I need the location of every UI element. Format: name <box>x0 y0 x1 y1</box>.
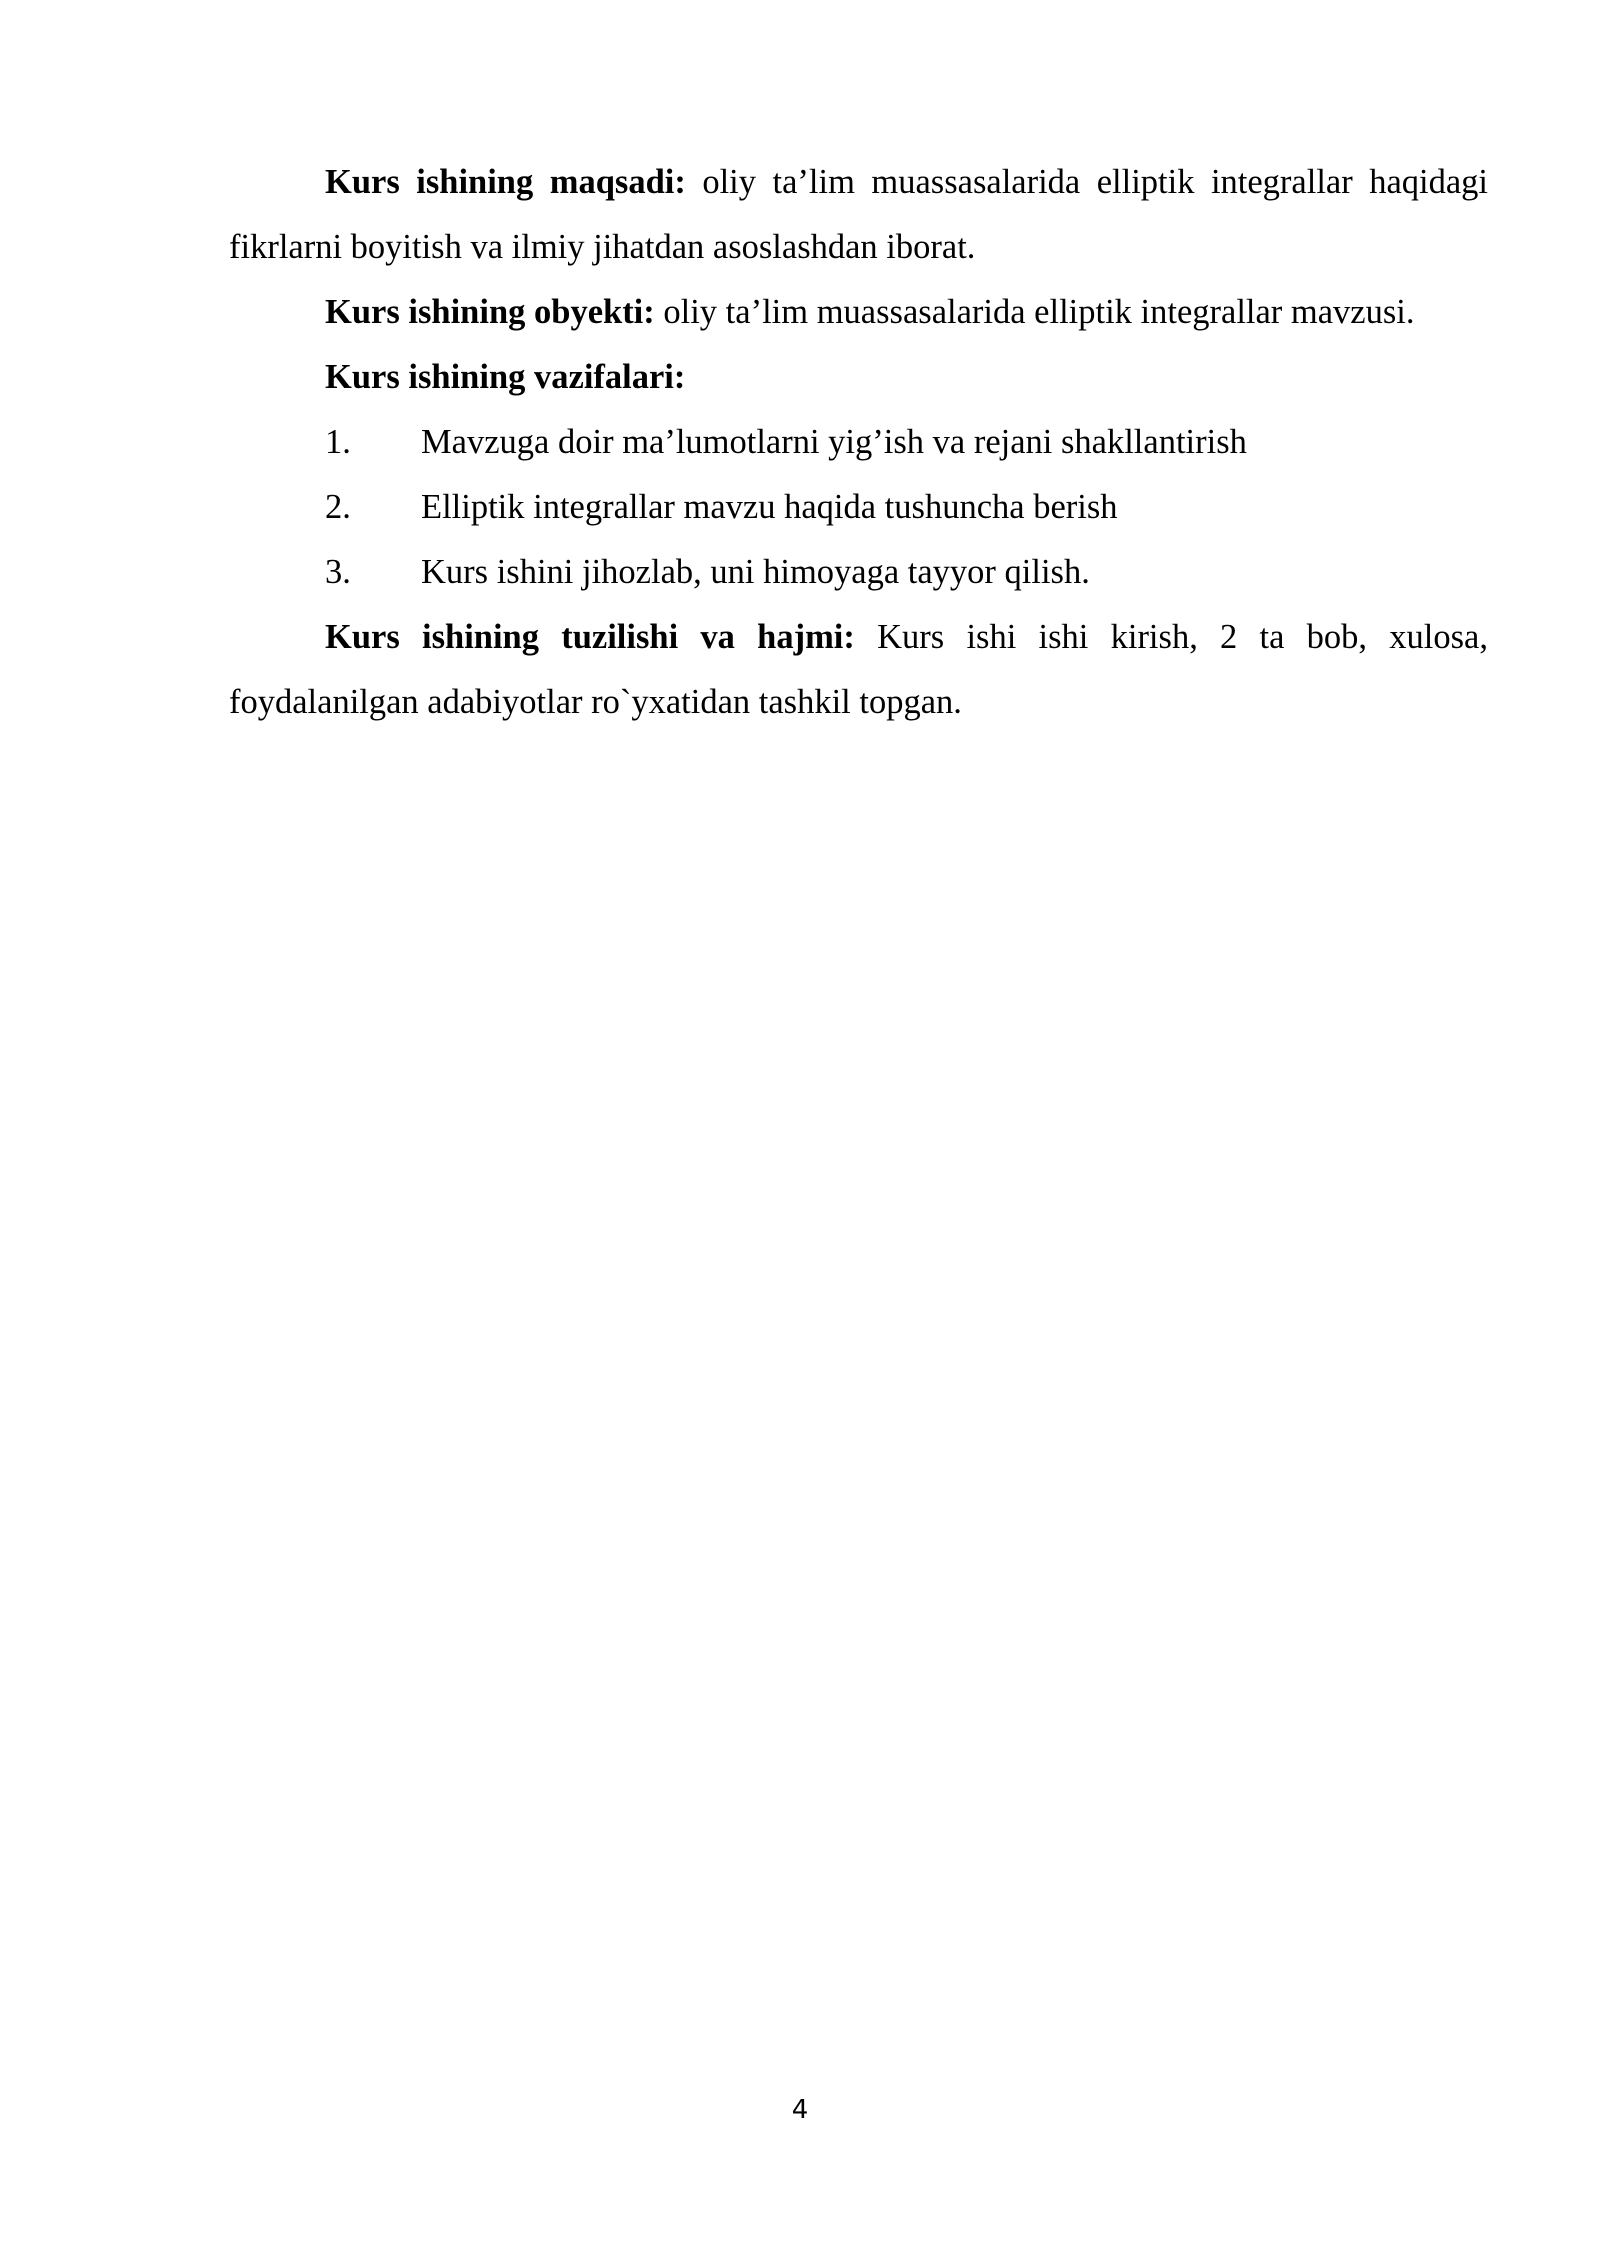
list-item-text: Elliptik integrallar mavzu haqida tushuncha berish <box>421 488 1118 526</box>
page-content <box>229 150 1488 735</box>
obyekti-text: oliy ta’lim muassasalarida elliptik integrallar mavzusi. <box>654 293 1415 331</box>
list-item-number: 2. <box>325 488 351 526</box>
list-item <box>229 475 1488 540</box>
list-item-text: Kurs ishini jihozlab, uni himoyaga tayyor qilish. <box>421 553 1090 591</box>
tasks-list <box>229 410 1488 605</box>
page-number: 4 <box>791 2095 809 2125</box>
vazifalari-heading <box>229 345 1488 410</box>
maqsadi-text: oliy ta’lim muassasalarida elliptik integrallar haqidagi fikrlarni boyitish va ilmiy jihatdan asoslashdan iborat. <box>229 163 1488 266</box>
tuzilishi-text: Kurs ishi ishi kirish, 2 ta bob, xulosa, foydalanilgan adabiyotlar ro`yxatidan tashkil topgan. <box>229 618 1488 721</box>
paragraph-tuzilishi <box>229 605 1488 735</box>
tuzilishi-label: Kurs ishining tuzilishi va hajmi: <box>325 618 855 656</box>
list-item <box>229 540 1488 605</box>
obyekti-label: Kurs ishining obyekti: <box>325 293 655 331</box>
vazifalari-label: Kurs ishining vazifalari: <box>325 358 686 396</box>
paragraph-obyekti <box>229 280 1488 345</box>
paragraph-maqsadi <box>229 150 1488 280</box>
maqsadi-label: Kurs ishining maqsadi: <box>325 163 686 201</box>
list-item-text: Mavzuga doir ma’lumotlarni yig’ish va rejani shakllantirish <box>421 423 1247 461</box>
list-item-number: 3. <box>325 553 351 591</box>
list-item <box>229 410 1488 475</box>
list-item-number: 1. <box>325 423 351 461</box>
